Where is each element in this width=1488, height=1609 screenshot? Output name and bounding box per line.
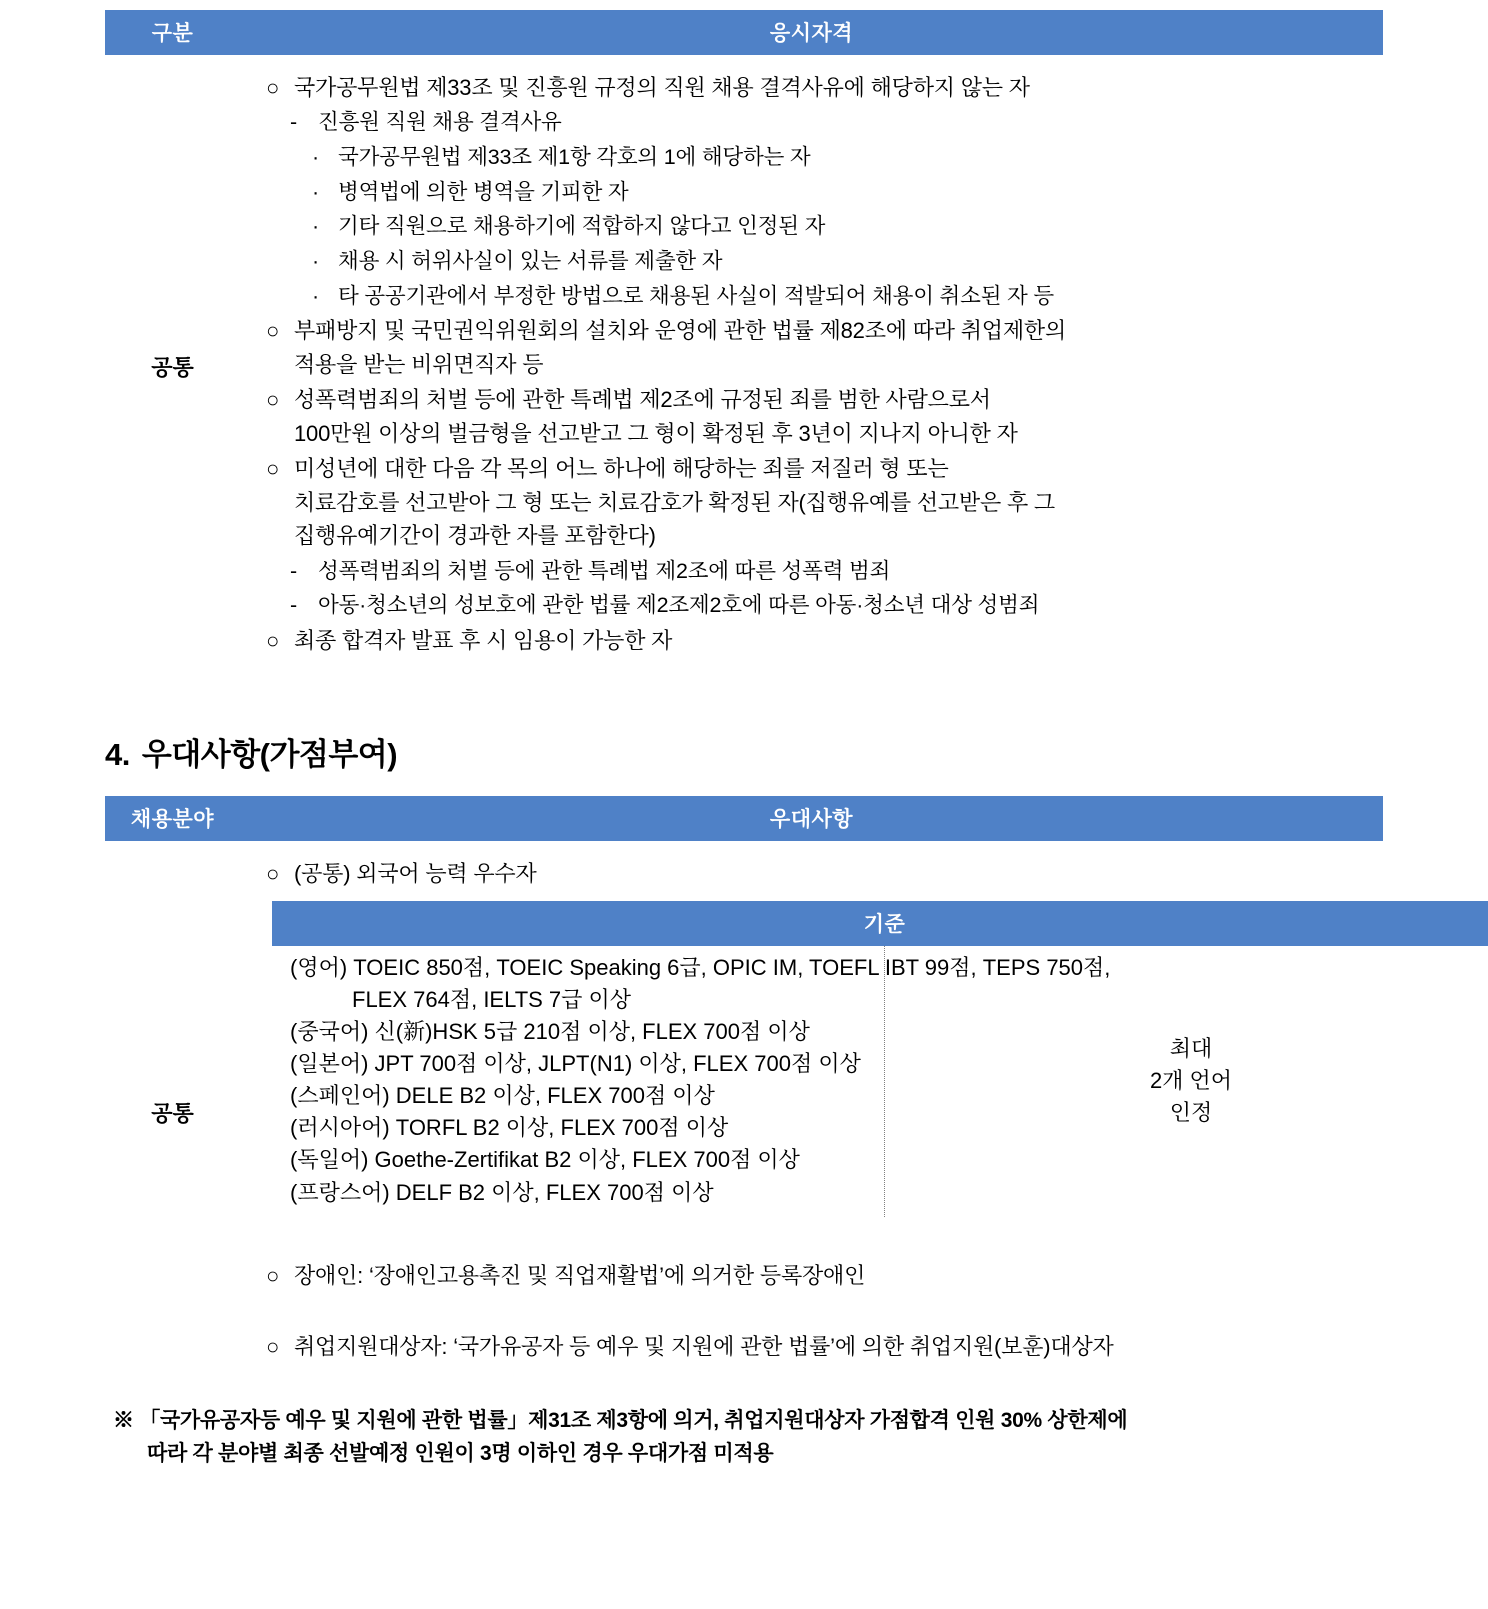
list-item: [262, 1259, 1369, 1292]
table-row: [105, 1312, 1383, 1383]
language-line: (독일어) Goethe-Zertifikat B2 이상, FLEX 700점 이상: [290, 1147, 800, 1173]
list-item-text: 미성년에 대한 다음 각 목의 어느 하나에 해당하는 죄를 저질러 형 또는: [294, 456, 949, 482]
qualification-list: [262, 71, 1369, 657]
list-item-text: 기타 직원으로 채용하기에 적합하지 않다고 인정된 자: [338, 214, 826, 239]
row-label-common: 공통: [151, 354, 194, 380]
preference-list: [262, 1330, 1369, 1363]
list-item: [262, 210, 1369, 243]
section-heading: [105, 729, 1383, 774]
list-item-text-cont: 100만원 이상의 벌금형을 선고받고 그 형이 확정된 후 3년이 지나지 아니한 자: [294, 420, 1018, 446]
bullet-dash-icon: -: [290, 110, 297, 135]
inner-table-row: [272, 946, 1488, 1217]
table-header-row: [105, 10, 1383, 55]
list-item: [262, 589, 1369, 622]
language-limit-line: 최대: [1169, 1036, 1213, 1062]
bullet-dot-icon: ·: [312, 283, 319, 308]
list-item-text: 국가공무원법 제33조 제1항 각호의 1에 해당하는 자: [338, 145, 811, 170]
footnote-line1: 「국가유공자등 예우 및 지원에 관한 법률」제31조 제3항에 의거, 취업지원대상자 가점합격 인원 30% 상한제에: [139, 1408, 1128, 1432]
qualification-cell: [240, 55, 1383, 677]
bullet-dot-icon: ·: [312, 179, 319, 204]
section-title: 우대사항(가점부여): [141, 737, 398, 773]
column-header-field: 채용분야: [105, 796, 240, 841]
column-header-qualification: 응시자격: [240, 10, 1383, 55]
eligibility-table: [105, 10, 1383, 677]
bullet-dash-icon: -: [290, 593, 297, 618]
bullet-circle-icon: ○: [266, 456, 280, 482]
bullet-dash-icon: -: [290, 558, 297, 583]
language-line-cont: FLEX 764점, IELTS 7급 이상: [352, 986, 632, 1012]
list-item-text: 진흥원 직원 채용 결격사유: [318, 110, 562, 135]
list-item-text: 채용 시 허위사실이 있는 서류를 제출한 자: [338, 249, 723, 274]
preference-cell-disability: [240, 1241, 1383, 1312]
preference-list: [262, 857, 1369, 890]
language-criteria-table: [272, 901, 1488, 1217]
list-item: [262, 141, 1369, 174]
footnote: [113, 1404, 1383, 1471]
list-item-text: 병역법에 의한 병역을 기피한 자: [338, 179, 629, 204]
list-item: [262, 452, 1369, 552]
bullet-circle-icon: ○: [266, 627, 280, 653]
table-row: [105, 55, 1383, 677]
language-line: (프랑스어) DELF B2 이상, FLEX 700점 이상: [290, 1179, 714, 1205]
list-item: [262, 1330, 1369, 1363]
column-header-preference: 우대사항: [240, 796, 1383, 841]
list-item-text-cont2: 집행유예기간이 경과한 자를 포함한다): [294, 523, 656, 549]
section-number: 4.: [105, 737, 130, 773]
list-item-text: (공통) 외국어 능력 우수자: [294, 861, 537, 887]
list-item: [262, 857, 1369, 890]
bullet-circle-icon: ○: [266, 1262, 280, 1288]
inner-header-row: [272, 901, 1488, 946]
list-item: [262, 624, 1369, 657]
list-item-text: 아동·청소년의 성보호에 관한 법률 제2조제2호에 따른 아동·청소년 대상 성범죄: [318, 593, 1040, 618]
list-item-text-cont: 치료감호를 선고받아 그 형 또는 치료감호가 확정된 자(집행유예를 선고받은 후 그: [294, 489, 1055, 515]
row-label-common: 공통: [151, 1100, 194, 1126]
bullet-circle-icon: ○: [266, 1334, 280, 1360]
list-item-text: 취업지원대상자: ‘국가유공자 등 예우 및 지원에 관한 법률’에 의한 취업지원(보훈)대상자: [294, 1334, 1114, 1360]
table-header-row: [105, 796, 1383, 841]
list-item-text: 부패방지 및 국민권익위원회의 설치와 운영에 관한 법률 제82조에 따라 취업제한의: [294, 318, 1066, 344]
language-criteria-cell: [272, 946, 1111, 1217]
table-row: [105, 1241, 1383, 1312]
bullet-circle-icon: ○: [266, 861, 280, 887]
list-item: [262, 176, 1369, 209]
preference-cell-language: [240, 841, 1383, 1240]
preference-cell-veteran: [240, 1312, 1383, 1383]
inner-column-header-criteria: 기준: [272, 901, 1488, 946]
language-line: (러시아어) TORFL B2 이상, FLEX 700점 이상: [290, 1115, 729, 1141]
list-item-text: 최종 합격자 발표 후 시 임용이 가능한 자: [294, 627, 673, 653]
list-item-text: 국가공무원법 제33조 및 진흥원 규정의 직원 채용 결격사유에 해당하지 않는 자: [294, 75, 1030, 100]
footnote-line2: 따라 각 분야별 최종 선발예정 인원이 3명 이하인 경우 우대가점 미적용: [147, 1442, 774, 1466]
list-item-text: 성폭력범죄의 처벌 등에 관한 특례법 제2조에 따른 성폭력 범죄: [318, 558, 891, 583]
language-limit-cell: [885, 946, 1488, 1217]
list-item: [262, 280, 1369, 313]
list-item-text-cont: 적용을 받는 비위면직자 등: [294, 351, 544, 377]
language-line: (스페인어) DELE B2 이상, FLEX 700점 이상: [290, 1083, 715, 1109]
bullet-circle-icon: ○: [266, 387, 280, 413]
bullet-circle-icon: ○: [266, 75, 280, 100]
bullet-dot-icon: ·: [312, 214, 319, 239]
language-line: (영어) TOEIC 850점, TOEIC Speaking 6급, OPIC IM, TOEFL IBT 99점, TEPS 750점,: [290, 954, 1111, 980]
language-limit-line: 인정: [1169, 1100, 1213, 1126]
preference-list: [262, 1259, 1369, 1292]
list-item-text: 성폭력범죄의 처벌 등에 관한 특례법 제2조에 규정된 죄를 범한 사람으로서: [294, 387, 991, 413]
language-line: (일본어) JPT 700점 이상, JLPT(N1) 이상, FLEX 700점 이상: [290, 1051, 861, 1077]
bullet-dot-icon: ·: [312, 145, 319, 170]
table-row: [105, 841, 1383, 1240]
list-item-text: 타 공공기관에서 부정한 방법으로 채용된 사실이 적발되어 채용이 취소된 자 등: [338, 283, 1054, 308]
list-item: [262, 245, 1369, 278]
preference-table: [105, 796, 1383, 1383]
bullet-dot-icon: ·: [312, 249, 319, 274]
list-item: [262, 555, 1369, 588]
list-item: [262, 106, 1369, 139]
list-item-text: 장애인: ‘장애인고용촉진 및 직업재활법’에 의거한 등록장애인: [294, 1262, 866, 1288]
language-limit-line: 2개 언어: [1149, 1068, 1233, 1094]
bullet-circle-icon: ○: [266, 318, 280, 344]
language-line: (중국어) 신(新)HSK 5급 210점 이상, FLEX 700점 이상: [290, 1018, 810, 1044]
list-item: [262, 71, 1369, 104]
footnote-marker-icon: ※: [113, 1408, 134, 1432]
list-item: [262, 383, 1369, 450]
list-item: [262, 314, 1369, 381]
column-header-category: 구분: [105, 10, 240, 55]
